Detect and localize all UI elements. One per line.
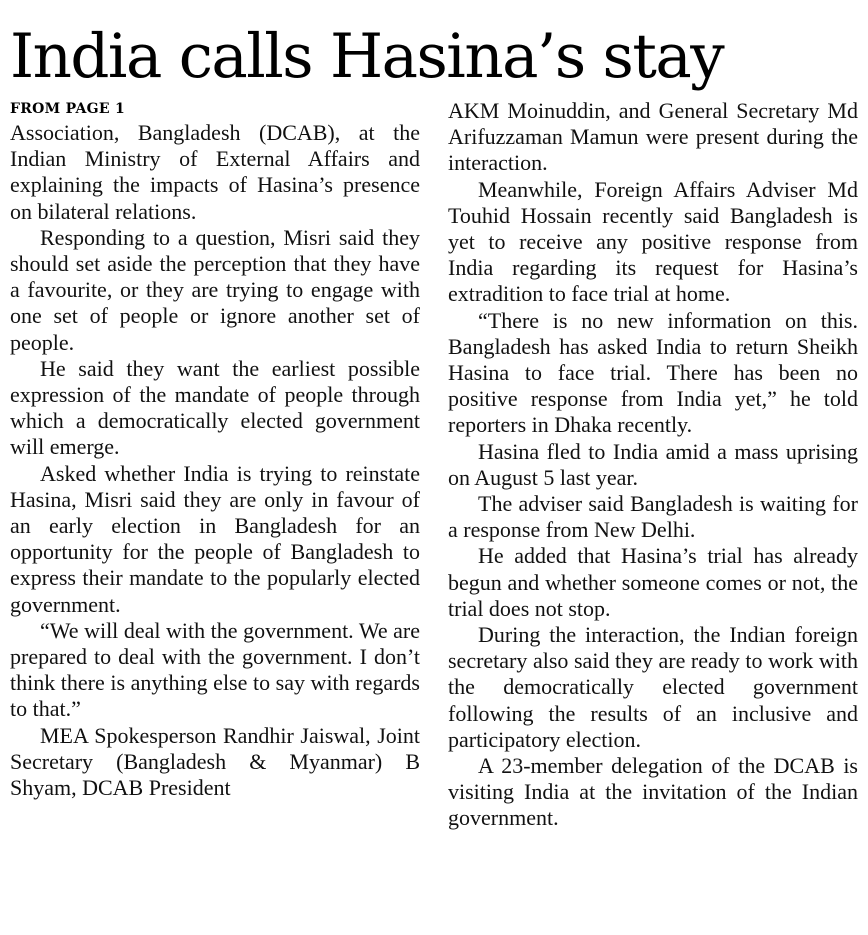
paragraph: MEA Spokesperson Randhir Jaiswal, Joint Secretary (Bangladesh & Myanmar) B Shyam, DCAB President (10, 722, 420, 801)
paragraph: “There is no new information on this. Bangladesh has asked India to return Sheikh Hasina to face trial. There has been no positive response from India yet,” he told reporters in Dhaka recently. (448, 307, 858, 438)
paragraph: Hasina fled to India amid a mass uprising on August 5 last year. (448, 438, 858, 490)
paragraph: A 23-member delegation of the DCAB is visiting India at the invitation of the Indian government. (448, 753, 858, 831)
article-body (10, 98, 858, 832)
paragraph: “We will deal with the government. We are prepared to deal with the government. I don’t think there is anything else to say with regards to that.” (10, 617, 420, 722)
paragraph: AKM Moinuddin, and General Secretary Md Arifuzzaman Mamun were present during the interaction. (448, 98, 858, 176)
paragraph: During the interaction, the Indian foreign secretary also said they are ready to work with the democratically elected government following the results of an inclusive and participatory election. (448, 622, 858, 752)
paragraph: He said they want the earliest possible expression of the mandate of people through which a democratically elected government will emerge. (10, 355, 420, 460)
paragraph: Meanwhile, Foreign Affairs Adviser Md Touhid Hossain recently said Bangladesh is yet to receive any positive response from India regarding its request for Hasina’s extradition to face trial at home. (448, 176, 858, 307)
paragraph: He added that Hasina’s trial has already begun and whether someone comes or not, the trial does not stop. (448, 543, 858, 621)
right-column (448, 98, 858, 832)
paragraph: Association, Bangladesh (DCAB), at the Indian Ministry of External Affairs and explaining the impacts of Hasina’s presence on bilateral relations. (10, 120, 420, 224)
paragraph: Asked whether India is trying to reinstate Hasina, Misri said they are only in favour of an early election in Bangladesh for an opportunity for the people of Bangladesh to express their mandate to the popularly elected government. (10, 460, 420, 617)
left-column (10, 98, 420, 832)
paragraph: The adviser said Bangladesh is waiting for a response from New Delhi. (448, 491, 858, 543)
headline: India calls Hasina’s stay (10, 21, 724, 92)
continuation-kicker: FROM PAGE 1 (10, 101, 126, 117)
paragraph: Responding to a question, Misri said they should set aside the perception that they have a favourite, or they are trying to engage with one set of people or ignore another set of people. (10, 224, 420, 355)
